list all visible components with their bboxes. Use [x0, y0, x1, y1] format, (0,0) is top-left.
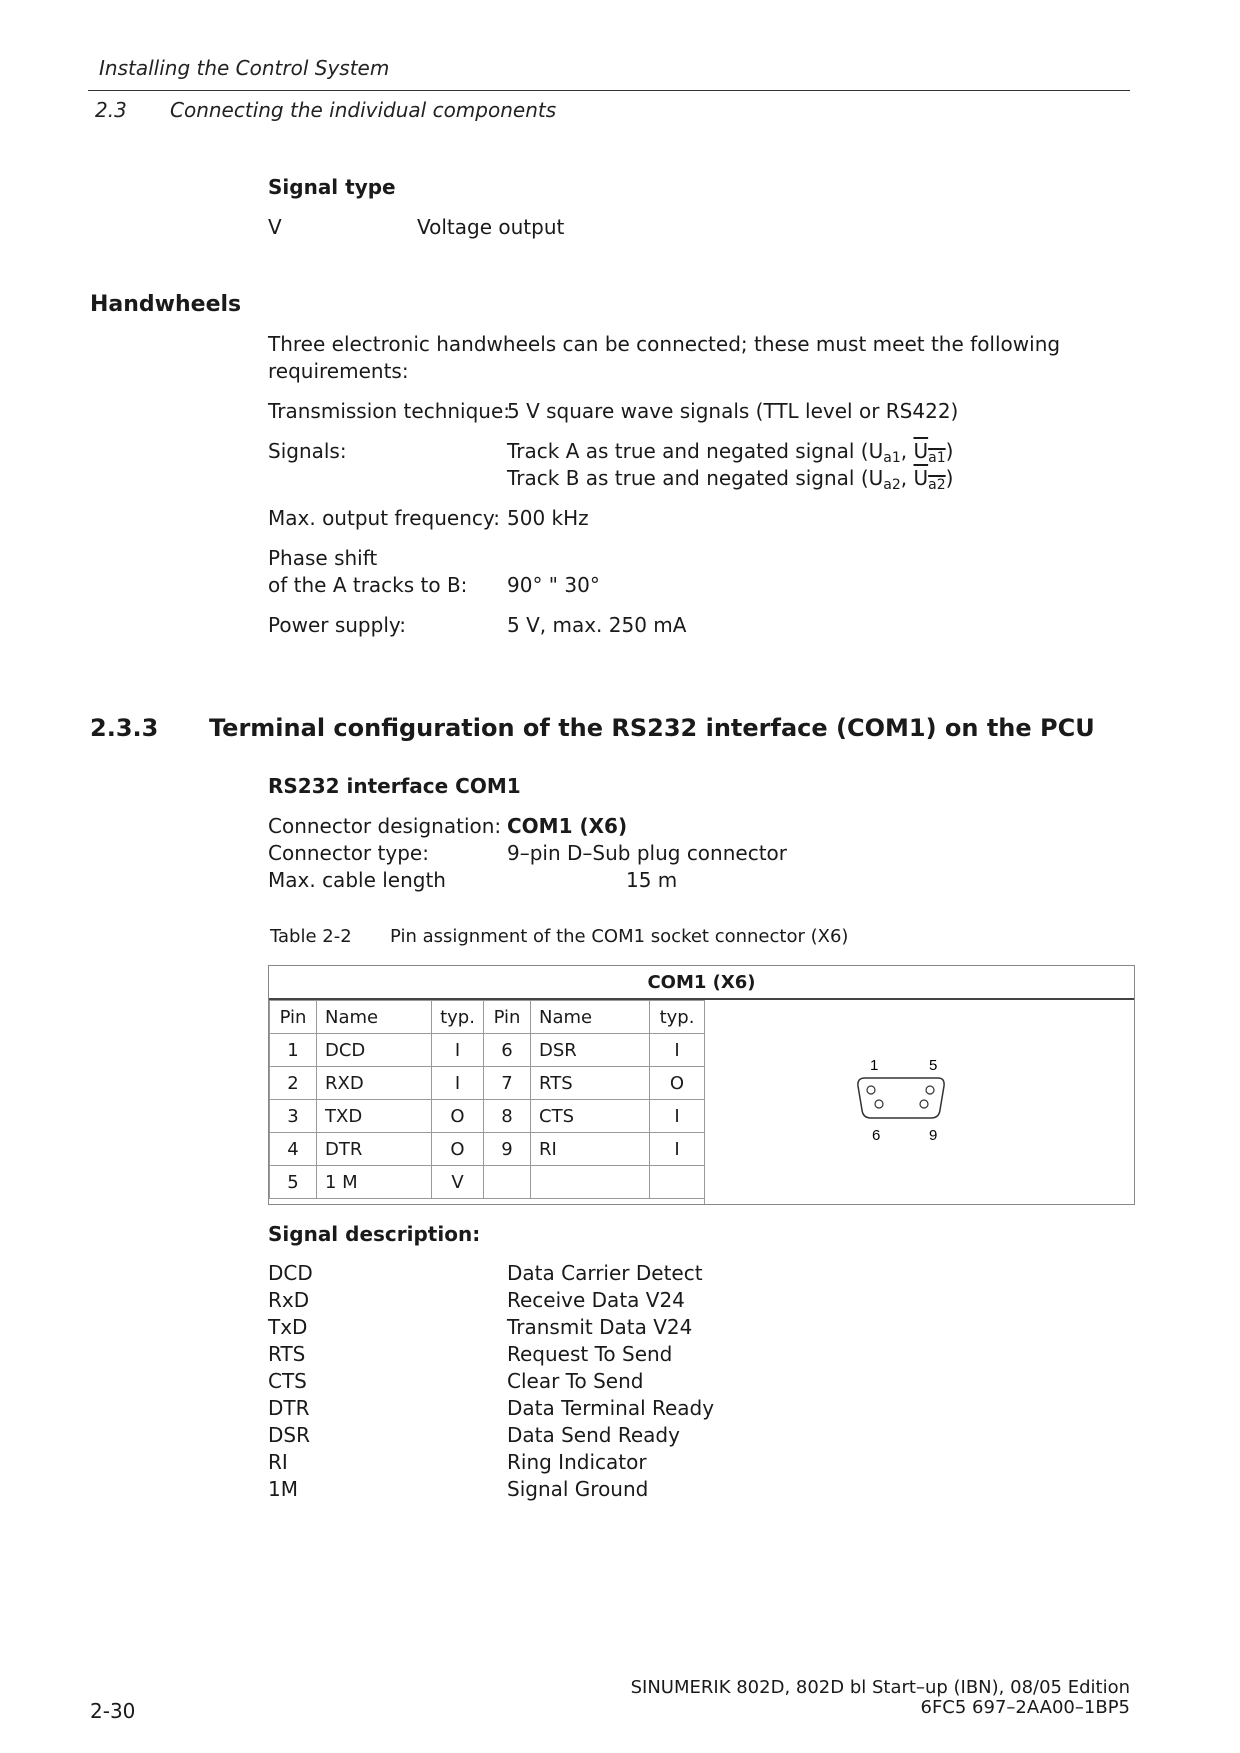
- signal-desc: Signal Ground: [507, 1477, 649, 1501]
- connector-designation-value: COM1 (X6): [507, 814, 628, 838]
- signal-desc: Clear To Send: [507, 1369, 644, 1393]
- col-header: typ.: [650, 1001, 705, 1034]
- table-cell: RXD: [317, 1067, 432, 1100]
- phase-shift-label-line2: of the A tracks to B:: [268, 573, 468, 597]
- table-cell: DSR: [531, 1034, 650, 1067]
- table-cell: RTS: [531, 1067, 650, 1100]
- table-cell: I: [650, 1133, 705, 1166]
- dsub-pin-hole: [875, 1100, 883, 1108]
- connector-designation-label: Connector designation:: [268, 814, 502, 838]
- table-cell: V: [432, 1166, 484, 1199]
- dsub-connector-diagram: [704, 1000, 1135, 1204]
- table-row: [270, 1100, 705, 1133]
- table-row: [270, 1034, 705, 1067]
- rs232-subheading: RS232 interface COM1: [268, 774, 521, 798]
- table-caption-number: Table 2-2: [270, 926, 352, 947]
- table-cell: O: [650, 1067, 705, 1100]
- table-cell: RI: [531, 1133, 650, 1166]
- footer-product: SINUMERIK 802D, 802D bl Start–up (IBN), 08/05 Edition: [630, 1677, 1130, 1698]
- dsub-pin-hole: [920, 1100, 928, 1108]
- footer-order-number: 6FC5 697–2AA00–1BP5: [920, 1697, 1130, 1718]
- running-header-section-title: Connecting the individual components: [170, 98, 557, 122]
- handwheels-heading: Handwheels: [90, 292, 242, 317]
- dsub-connector-drawing: [705, 1000, 1135, 1204]
- table-cell: 1 M: [317, 1166, 432, 1199]
- table-cell: 9: [484, 1133, 531, 1166]
- table-cell: I: [650, 1034, 705, 1067]
- signal-desc: Data Carrier Detect: [507, 1261, 703, 1285]
- pin-assignment-table: [268, 965, 1135, 1205]
- power-supply-label: Power supply:: [268, 613, 406, 637]
- table-row: [270, 1166, 705, 1199]
- signal-code: RxD: [268, 1288, 310, 1312]
- phase-shift-value: 90° " 30°: [507, 573, 600, 597]
- col-header: Name: [531, 1001, 650, 1034]
- signal-code: 1M: [268, 1477, 298, 1501]
- signal-desc: Transmit Data V24: [507, 1315, 693, 1339]
- handwheels-intro-line1: Three electronic handwheels can be connected; these must meet the following: [268, 332, 1061, 356]
- col-header: Pin: [270, 1001, 317, 1034]
- dsub-connector-outline: [858, 1078, 944, 1118]
- table-caption-text: Pin assignment of the COM1 socket connector (X6): [390, 926, 849, 947]
- table-cell: DCD: [317, 1034, 432, 1067]
- col-header: Pin: [484, 1001, 531, 1034]
- table-title: COM1 (X6): [269, 966, 1134, 1000]
- signal-type-key: V: [268, 215, 282, 239]
- signal-code: DCD: [268, 1261, 313, 1285]
- connector-type-label: Connector type:: [268, 841, 429, 865]
- col-header: typ.: [432, 1001, 484, 1034]
- signal-type-heading: Signal type: [268, 175, 396, 199]
- running-header-section-number: 2.3: [95, 98, 127, 122]
- cable-length-label: Max. cable length: [268, 868, 446, 892]
- table-cell: O: [432, 1133, 484, 1166]
- table-cell: 8: [484, 1100, 531, 1133]
- pin-label-6: 6: [872, 1127, 881, 1144]
- signal-desc: Ring Indicator: [507, 1450, 647, 1474]
- table-cell: 6: [484, 1034, 531, 1067]
- signal-desc: Data Send Ready: [507, 1423, 680, 1447]
- table-row: [270, 1133, 705, 1166]
- handwheels-intro-line2: requirements:: [268, 359, 409, 383]
- signal-code: DSR: [268, 1423, 310, 1447]
- table-cell: 1: [270, 1034, 317, 1067]
- table-cell: O: [432, 1100, 484, 1133]
- header-rule: [88, 90, 1130, 91]
- signal-desc: Request To Send: [507, 1342, 673, 1366]
- signal-code: RTS: [268, 1342, 306, 1366]
- table-cell: 7: [484, 1067, 531, 1100]
- table-cell: TXD: [317, 1100, 432, 1133]
- signal-desc: Data Terminal Ready: [507, 1396, 715, 1420]
- dsub-pin-hole: [926, 1086, 934, 1094]
- table-cell: I: [650, 1100, 705, 1133]
- table-cell: 3: [270, 1100, 317, 1133]
- pin-grid: [269, 1000, 705, 1199]
- table-cell: [484, 1166, 531, 1199]
- transmission-label: Transmission technique:: [268, 399, 511, 423]
- section-number: 2.3.3: [90, 714, 159, 742]
- section-title: Terminal configuration of the RS232 interface (COM1) on the PCU: [209, 714, 1095, 742]
- transmission-value: 5 V square wave signals (TTL level or RS422): [507, 399, 959, 423]
- signals-track-a: Track A as true and negated signal ($U_{a1}$, $U_{a1}$): [507, 439, 954, 466]
- cable-length-value: 15 m: [626, 868, 678, 892]
- signal-code: RI: [268, 1450, 288, 1474]
- table-row: [270, 1067, 705, 1100]
- signal-description-heading: Signal description:: [268, 1222, 481, 1246]
- table-cell: DTR: [317, 1133, 432, 1166]
- table-cell: 2: [270, 1067, 317, 1100]
- connector-type-value: 9–pin D–Sub plug connector: [507, 841, 787, 865]
- table-cell: 4: [270, 1133, 317, 1166]
- table-cell: 5: [270, 1166, 317, 1199]
- signal-desc: Receive Data V24: [507, 1288, 685, 1312]
- signal-code: TxD: [268, 1315, 308, 1339]
- max-frequency-value: 500 kHz: [507, 506, 589, 530]
- table-cell: [650, 1166, 705, 1199]
- table-cell: I: [432, 1067, 484, 1100]
- pin-label-1: 1: [870, 1057, 879, 1074]
- running-header-chapter: Installing the Control System: [99, 56, 390, 80]
- col-header: Name: [317, 1001, 432, 1034]
- signal-code: DTR: [268, 1396, 310, 1420]
- table-cell: [531, 1166, 650, 1199]
- pin-label-5: 5: [929, 1057, 938, 1074]
- dsub-pin-hole: [867, 1086, 875, 1094]
- pin-label-9: 9: [929, 1127, 938, 1144]
- signals-label: Signals:: [268, 439, 347, 463]
- phase-shift-label-line1: Phase shift: [268, 546, 378, 570]
- signal-code: CTS: [268, 1369, 307, 1393]
- page-number: 2-30: [90, 1699, 136, 1723]
- table-header-row: [270, 1001, 705, 1034]
- signals-track-b: Track B as true and negated signal ($U_{a2}$, $U_{a2}$): [507, 466, 954, 493]
- max-frequency-label: Max. output frequency:: [268, 506, 500, 530]
- power-supply-value: 5 V, max. 250 mA: [507, 613, 687, 637]
- signal-type-value: Voltage output: [417, 215, 565, 239]
- table-cell: I: [432, 1034, 484, 1067]
- table-cell: CTS: [531, 1100, 650, 1133]
